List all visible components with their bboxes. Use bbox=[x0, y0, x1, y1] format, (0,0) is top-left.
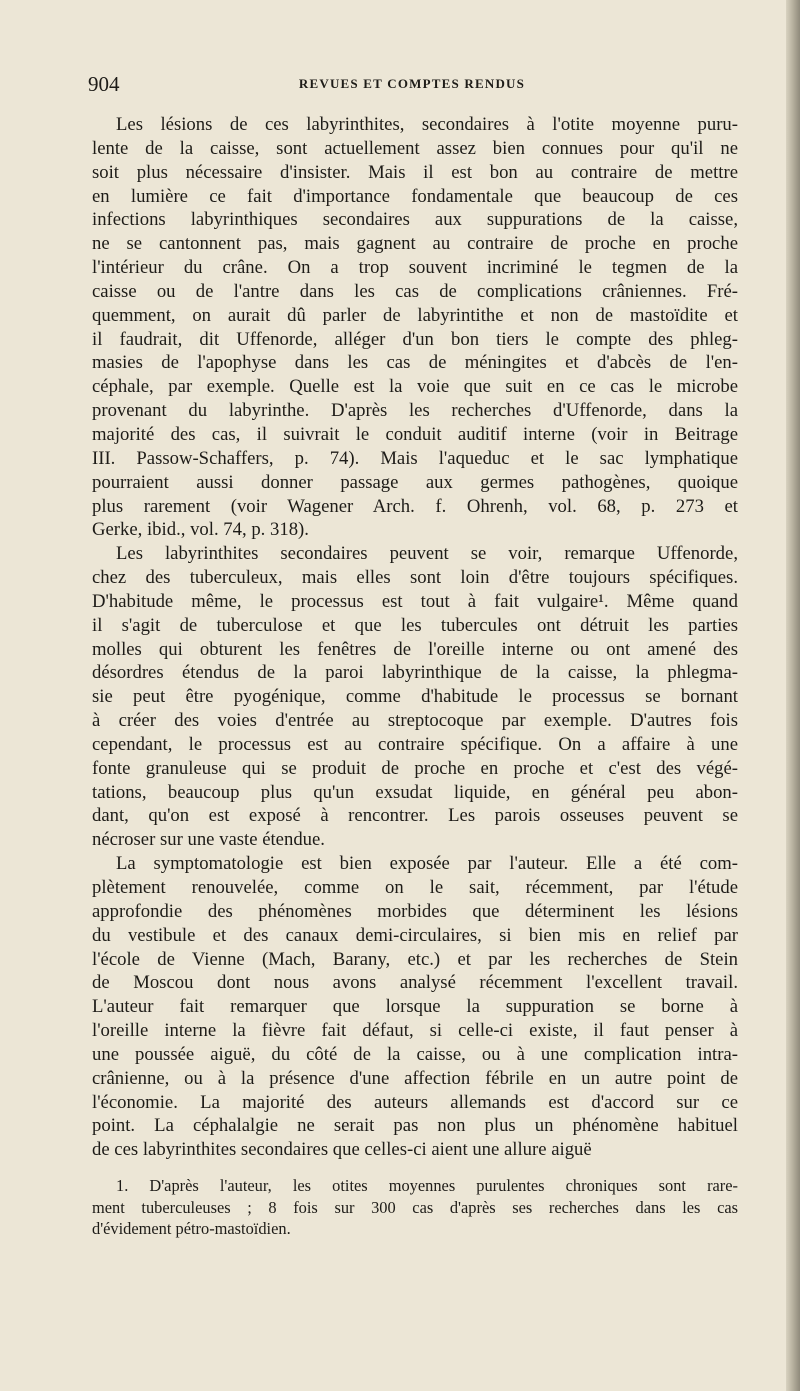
text-line: D'habitude même, le processus est tout à fait vulgaire¹. Même quand bbox=[92, 590, 738, 612]
text-line: infections labyrinthiques secondaires aux suppurations de la caisse, bbox=[92, 209, 738, 231]
page-edge-shadow bbox=[786, 0, 800, 1391]
paragraph bbox=[92, 542, 738, 852]
text-line: Gerke, ibid., vol. 74, p. 318). bbox=[92, 519, 309, 541]
text-line: L'auteur fait remarquer que lorsque la suppuration se borne à bbox=[92, 996, 738, 1018]
footnote-line: d'évidement pétro-mastoïdien. bbox=[92, 1219, 291, 1239]
text-line: désordres étendus de la paroi labyrinthique de la caisse, la phlegma- bbox=[92, 662, 738, 684]
paragraph bbox=[92, 852, 738, 1162]
text-line: lente de la caisse, sont actuellement assez bien connues pour qu'il ne bbox=[92, 137, 738, 159]
text-line: crânienne, ou à la présence d'une affection fébrile en un autre point de bbox=[92, 1067, 738, 1089]
text-line: du vestibule et des canaux demi-circulaires, si bien mis en relief par bbox=[92, 924, 738, 946]
text-line: sie peut être pyogénique, comme d'habitude le processus se bornant bbox=[92, 686, 738, 708]
text-line: chez des tuberculeux, mais elles sont loin d'être toujours spécifiques. bbox=[92, 567, 738, 589]
text-line: quemment, on aurait dû parler de labyrintithe et non de mastoïdite et bbox=[92, 304, 738, 326]
text-line: cependant, le processus est au contraire spécifique. On a affaire à une bbox=[92, 733, 738, 755]
text-line: nécroser sur une vaste étendue. bbox=[92, 829, 325, 851]
text-line: La symptomatologie est bien exposée par l'auteur. Elle a été com- bbox=[116, 853, 738, 875]
text-line: il faudrait, dit Uffenorde, alléger d'un bon tiers le compte des phleg- bbox=[92, 328, 738, 350]
footnote bbox=[92, 1175, 738, 1240]
text-line: à créer des voies d'entrée au streptocoque par exemple. D'autres fois bbox=[92, 710, 738, 732]
text-line: plètement renouvelée, comme on le sait, récemment, par l'étude bbox=[92, 877, 738, 898]
footnote-line: ment tuberculeuses ; 8 fois sur 300 cas d'après ses recherches dans les cas bbox=[92, 1197, 738, 1217]
text-line: point. La céphalalgie ne serait pas non plus un phénomène habituel bbox=[92, 1115, 738, 1137]
text-line: en lumière ce fait d'importance fondamentale que beaucoup de ces bbox=[92, 185, 738, 207]
text-line: une poussée aiguë, du côté de la caisse, ou à une complication intra- bbox=[92, 1043, 738, 1065]
text-line: de Moscou dont nous avons analysé récemment l'excellent travail. bbox=[92, 972, 738, 994]
text-line: de ces labyrinthites secondaires que celles-ci aient une allure aiguë bbox=[92, 1139, 592, 1161]
text-line: approfondie des phénomènes morbides que déterminent les lésions bbox=[92, 900, 738, 922]
text-line: majorité des cas, il suivrait le conduit auditif interne (voir in Beitrage bbox=[92, 423, 738, 445]
text-line: l'économie. La majorité des auteurs allemands est d'accord sur ce bbox=[92, 1091, 738, 1113]
text-line: l'intérieur du crâne. On a trop souvent incriminé le tegmen de la bbox=[92, 257, 738, 279]
text-line: masies de l'apophyse dans les cas de méningites et d'abcès de l'en- bbox=[92, 352, 738, 374]
page-header bbox=[88, 72, 736, 96]
text-line: dant, qu'on est exposé à rencontrer. Les parois osseuses peuvent se bbox=[92, 805, 738, 827]
text-line: Les lésions de ces labyrinthites, secondaires à l'otite moyenne puru- bbox=[116, 114, 738, 135]
page-number: 904 bbox=[88, 72, 120, 96]
paragraph bbox=[92, 113, 738, 542]
text-line: molles qui obturent les fenêtres de l'oreille interne ou ont amené des bbox=[92, 638, 738, 660]
text-line: pourraient aussi donner passage aux germes pathogènes, quoique bbox=[92, 471, 738, 493]
text-line: plus rarement (voir Wagener Arch. f. Ohrenh, vol. 68, p. 273 et bbox=[92, 495, 738, 517]
text-line: III. Passow-Schaffers, p. 74). Mais l'aqueduc et le sac lymphatique bbox=[92, 447, 738, 469]
text-line: soit plus nécessaire d'insister. Mais il est bon au contraire de mettre bbox=[92, 161, 738, 183]
text-line: l'oreille interne la fièvre fait défaut, si celle-ci existe, il faut penser à bbox=[92, 1020, 738, 1042]
text-line: ne se cantonnent pas, mais gagnent au contraire de proche en proche bbox=[92, 233, 738, 255]
text-line: céphale, par exemple. Quelle est la voie que suit en ce cas le microbe bbox=[92, 376, 738, 398]
text-line: provenant du labyrinthe. D'après les recherches d'Uffenorde, dans la bbox=[92, 400, 738, 422]
footnote-line: 1. D'après l'auteur, les otites moyennes purulentes chroniques sont rare- bbox=[116, 1176, 738, 1195]
text-line: l'école de Vienne (Mach, Barany, etc.) et par les recherches de Stein bbox=[92, 948, 738, 970]
article-body bbox=[92, 113, 738, 1162]
text-line: tations, beaucoup plus qu'un exsudat liquide, en général peu abon- bbox=[92, 781, 738, 803]
text-line: caisse ou de l'antre dans les cas de complications crâniennes. Fré- bbox=[92, 280, 738, 302]
text-line: fonte granuleuse qui se produit de proche en proche et c'est des végé- bbox=[92, 757, 738, 779]
running-head: REVUES ET COMPTES RENDUS bbox=[298, 76, 526, 91]
text-line: Les labyrinthites secondaires peuvent se voir, remarque Uffenorde, bbox=[116, 543, 738, 565]
text-line: il s'agit de tuberculose et que les tubercules ont détruit les parties bbox=[92, 614, 738, 636]
